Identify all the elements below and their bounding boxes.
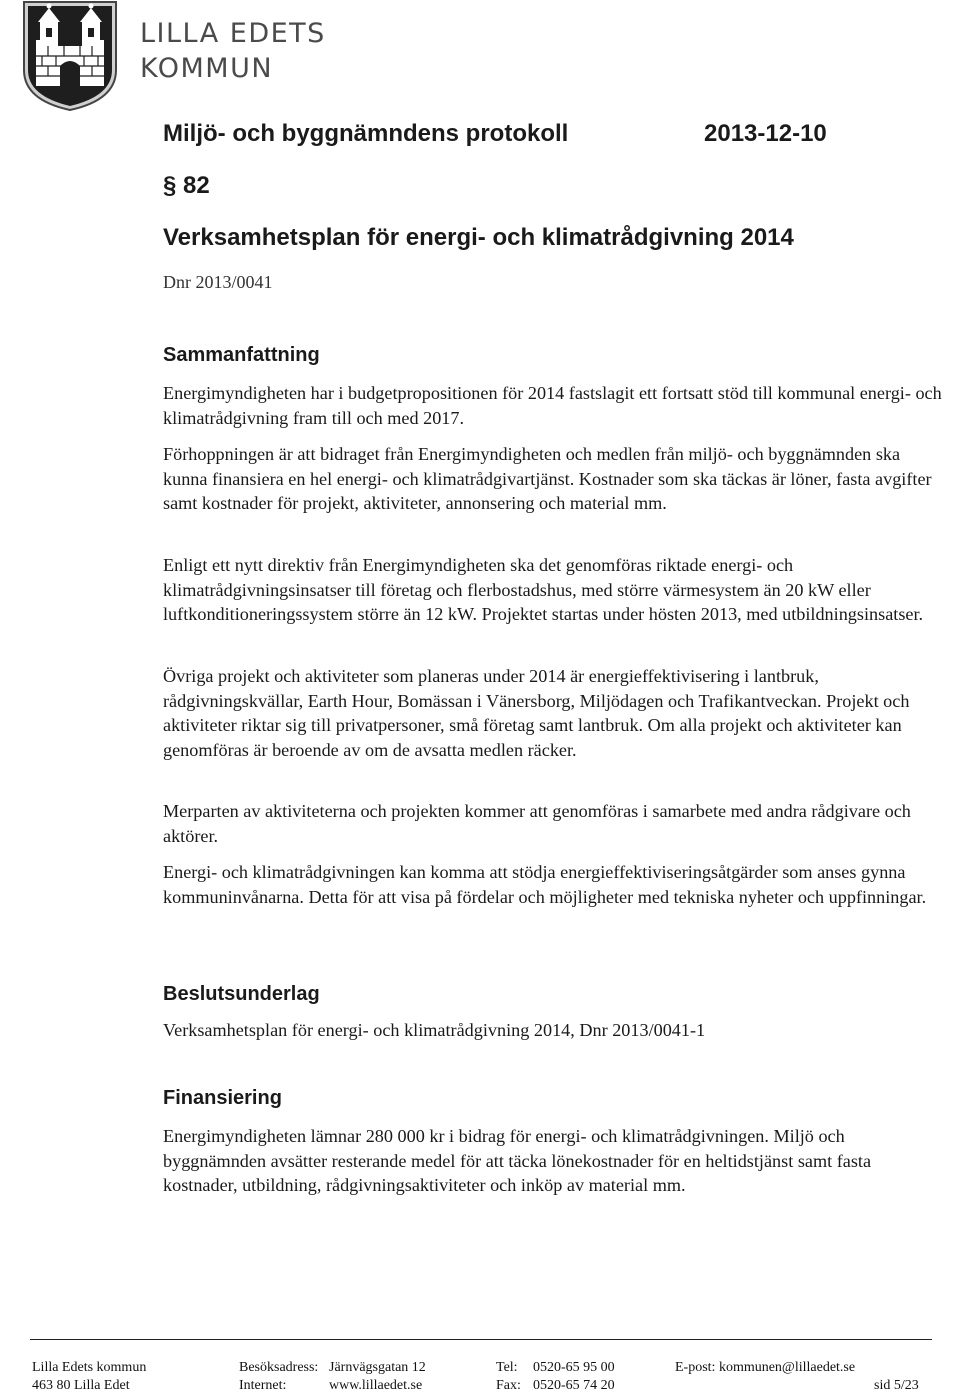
footer-org-name: Lilla Edets kommun <box>32 1360 147 1375</box>
summary-heading: Sammanfattning <box>163 344 320 366</box>
footer-email[interactable]: E-post: kommunen@lillaedet.se <box>675 1360 856 1375</box>
footer-visit-label: Besöksadress: <box>239 1360 319 1375</box>
footer-tel-label: Tel: <box>496 1360 518 1375</box>
footer-page-number: sid 5/23 <box>874 1378 919 1393</box>
summary-paragraph-3: Enligt ett nytt direktiv från Energimyndigheten ska det genomföras riktade energi- och klimatrådgivningsinsatser till företag och flerbostadshus, med större värmesystem än 20 kW eller luftkonditioneringssystem större än 12 kW. Projektet startas under hösten 2013, med utbildningsinsatser. <box>163 555 924 624</box>
section-number-value: 82 <box>183 172 210 199</box>
footer-fax-number: 0520-65 74 20 <box>533 1378 615 1393</box>
footer-fax-label: Fax: <box>496 1378 521 1393</box>
summary-paragraph-1: Energimyndigheten har i budgetpropositionen för 2014 fastslagit ett fortsatt stöd till kommunal energi- och klimatrådgivning fram till och med 2017. <box>163 383 942 428</box>
footer-visit-address: Järnvägsgatan 12 <box>329 1360 426 1375</box>
summary-paragraph-5: Merparten av aktiviteterna och projekten kommer att genomföras i samarbete med andra rådgivare och aktörer. <box>163 801 911 846</box>
wordmark-line-1: LILLA EDETS <box>140 18 326 49</box>
case-title: Verksamhetsplan för energi- och klimatrådgivning 2014 <box>163 224 794 251</box>
summary-paragraph-4: Övriga projekt och aktiviteter som planeras under 2014 är energieffektivisering i lantbruk, rådgivningskvällar, Earth Hour, Bomässan i Vänersborg, Miljödagen och Trafikantveckan. Projekt och aktiviteter riktar sig till privatpersoner, små företag samt lantbruk. Om alla projekt och aktiviteter kan genomföras är beroende av om de avsatta medlen räcker. <box>163 666 910 760</box>
protocol-date: 2013-12-10 <box>704 120 827 147</box>
decision-basis-text: Verksamhetsplan för energi- och klimatrådgivning 2014, Dnr 2013/0041-1 <box>163 1020 706 1040</box>
section-number <box>163 172 210 200</box>
footer-tel-number: 0520-65 95 00 <box>533 1360 615 1375</box>
protocol-title: Miljö- och byggnämndens protokoll <box>163 120 569 147</box>
wordmark-line-2: KOMMUN <box>140 53 274 84</box>
footer-postal-address: 463 80 Lilla Edet <box>32 1378 130 1393</box>
paragraph-sign: § <box>163 172 177 199</box>
footer-internet-label: Internet: <box>239 1378 287 1393</box>
municipal-crest-logo <box>20 0 120 112</box>
footer-divider <box>30 1339 932 1340</box>
decision-basis-heading: Beslutsunderlag <box>163 983 320 1005</box>
financing-heading: Finansiering <box>163 1087 282 1109</box>
summary-paragraph-6: Energi- och klimatrådgivningen kan komma att stödja energieffektiviseringsåtgärder som anses gynna kommuninvånarna. Detta för att visa på fördelar och möjligheter med tekniska nyheter och uppfinningar. <box>163 862 927 907</box>
summary-paragraph-2: Förhoppningen är att bidraget från Energimyndigheten och medlen från miljö- och byggnämnden ska kunna finansiera en hel energi- och klimatrådgivartjänst. Kostnader som ska täckas är löner, fasta avgifter samt kostnader för projekt, aktiviteter, annonsering och material mm. <box>163 444 932 513</box>
municipality-wordmark <box>140 16 326 86</box>
financing-text: Energimyndigheten lämnar 280 000 kr i bidrag för energi- och klimatrådgivningen. Miljö och byggnämnden avsätter resterande medel för att täcka lönekostnader för en heltidstjänst samt fasta kostnader, utbildning, rådgivningsaktiviteter och inköp av material mm. <box>163 1126 872 1195</box>
crest-icon <box>20 0 120 112</box>
case-reference-number: Dnr 2013/0041 <box>163 272 273 292</box>
footer-website-link[interactable]: www.lillaedet.se <box>329 1378 423 1393</box>
